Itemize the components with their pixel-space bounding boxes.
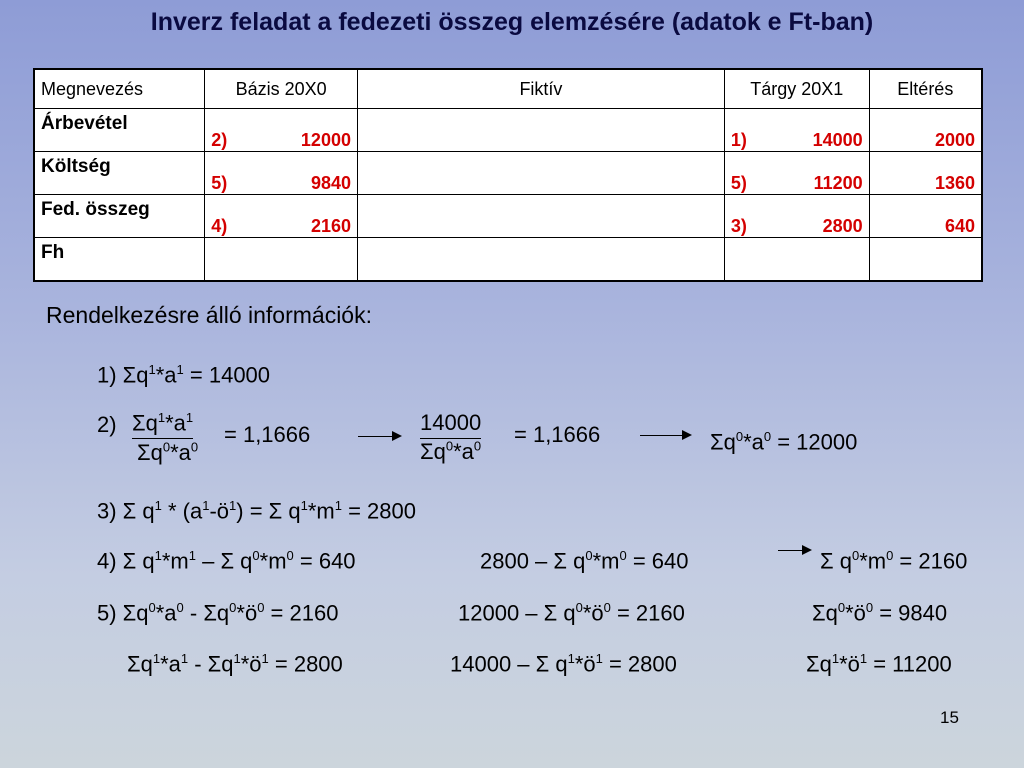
formula-2-result: = 1,1666: [224, 422, 311, 447]
table-row: [34, 109, 982, 152]
target-value: 11200: [813, 173, 863, 193]
table-row: [34, 152, 982, 195]
fraction-2-denominator: $\Sigma q^0*a^0$: [420, 439, 482, 465]
step-marker: 2): [211, 130, 228, 150]
col-header-base: Bázis 20X0: [205, 69, 358, 109]
target-cell: [724, 195, 869, 238]
base-cell: [205, 195, 358, 238]
formula-5c: $\Sigma q^0*ö^0 = 9840$: [812, 600, 948, 626]
fictive-cell: [357, 109, 724, 152]
col-header-fictive: Fiktív: [357, 69, 724, 109]
formula-4b: 2800 – Σ $q^0*m^0 = 640$: [480, 548, 689, 574]
fraction-2-numerator: 14000: [420, 410, 481, 439]
fraction-1-numerator: $\Sigma q^1*a^1$: [132, 410, 193, 439]
base-cell: [205, 152, 358, 195]
formula-6b: 14000 – Σ $q^1*ö^1 = 2800$: [450, 651, 677, 677]
diff-value: [869, 238, 982, 282]
formula-4a: 4) Σ $q^1*m^1$ – Σ $q^0*m^0 = 640$: [97, 548, 356, 574]
formula-2-prefix: 2): [97, 412, 117, 437]
formula-6a: $\Sigma q^1*a^1$ - $\Sigma q^1*ö^1 = 2800$: [127, 651, 343, 677]
col-header-name: Megnevezés: [34, 69, 205, 109]
formula-2-result-2: = 1,1666: [514, 422, 601, 447]
fraction-2: [420, 410, 481, 465]
base-cell: [205, 109, 358, 152]
formula-4c: Σ $q^0*m^0 = 2160$: [820, 548, 968, 574]
diff-value: 640: [869, 195, 982, 238]
row-label: Fed. összeg: [34, 195, 205, 238]
table-row: [34, 238, 982, 282]
target-value: 14000: [812, 130, 863, 150]
base-value: 12000: [300, 130, 351, 150]
formula-line-3: 3) Σ $q^1$ * $(a^1-ö^1) = \Sigma$ $q^1*m^1 = 2800$: [97, 498, 416, 524]
row-label: Fh: [34, 238, 205, 282]
fraction-1: [127, 410, 198, 466]
step-marker: 3): [730, 216, 747, 236]
formula-6c: $\Sigma q^1*ö^1 = 11200$: [806, 651, 952, 677]
analysis-table: [33, 68, 983, 282]
arrow-icon: [358, 436, 400, 437]
base-value: 9840: [310, 173, 351, 193]
arrow-icon: [640, 435, 690, 436]
target-cell: [724, 109, 869, 152]
step-marker: 5): [730, 173, 747, 193]
fictive-cell: [357, 152, 724, 195]
target-cell: [724, 238, 869, 282]
fictive-cell: [357, 195, 724, 238]
formula-2-final: $\Sigma q^0*a^0 = 12000$: [710, 429, 858, 455]
diff-value: 2000: [869, 109, 982, 152]
page-title: Inverz feladat a fedezeti összeg elemzésére (adatok e Ft-ban): [150, 8, 874, 36]
base-value: 2160: [310, 216, 351, 236]
row-label: Költség: [34, 152, 205, 195]
col-header-target: Tárgy 20X1: [724, 69, 869, 109]
diff-value: 1360: [869, 152, 982, 195]
target-value: 2800: [822, 216, 863, 236]
page-number: 15: [940, 708, 959, 727]
target-cell: [724, 152, 869, 195]
base-cell: [205, 238, 358, 282]
arrow-icon: [778, 550, 810, 551]
formula-5a: 5) $\Sigma q^0*a^0$ - $\Sigma q^0*ö^0 = 2160$: [97, 600, 339, 626]
col-header-diff: Eltérés: [869, 69, 982, 109]
fictive-cell: [357, 238, 724, 282]
formula-5b: 12000 – Σ $q^0*ö^0 = 2160$: [458, 600, 685, 626]
step-marker: 4): [211, 216, 228, 236]
table-row: [34, 195, 982, 238]
table-header-row: [34, 69, 982, 109]
step-marker: 1): [730, 130, 747, 150]
row-label: Árbevétel: [34, 109, 205, 152]
step-marker: 5): [211, 173, 228, 193]
fraction-1-denominator: $\Sigma q^0*a^0$: [137, 439, 199, 465]
info-heading: Rendelkezésre álló információk:: [46, 302, 372, 328]
formula-line-1: 1) $\Sigma q^1*a^1 = 14000$: [97, 362, 271, 388]
